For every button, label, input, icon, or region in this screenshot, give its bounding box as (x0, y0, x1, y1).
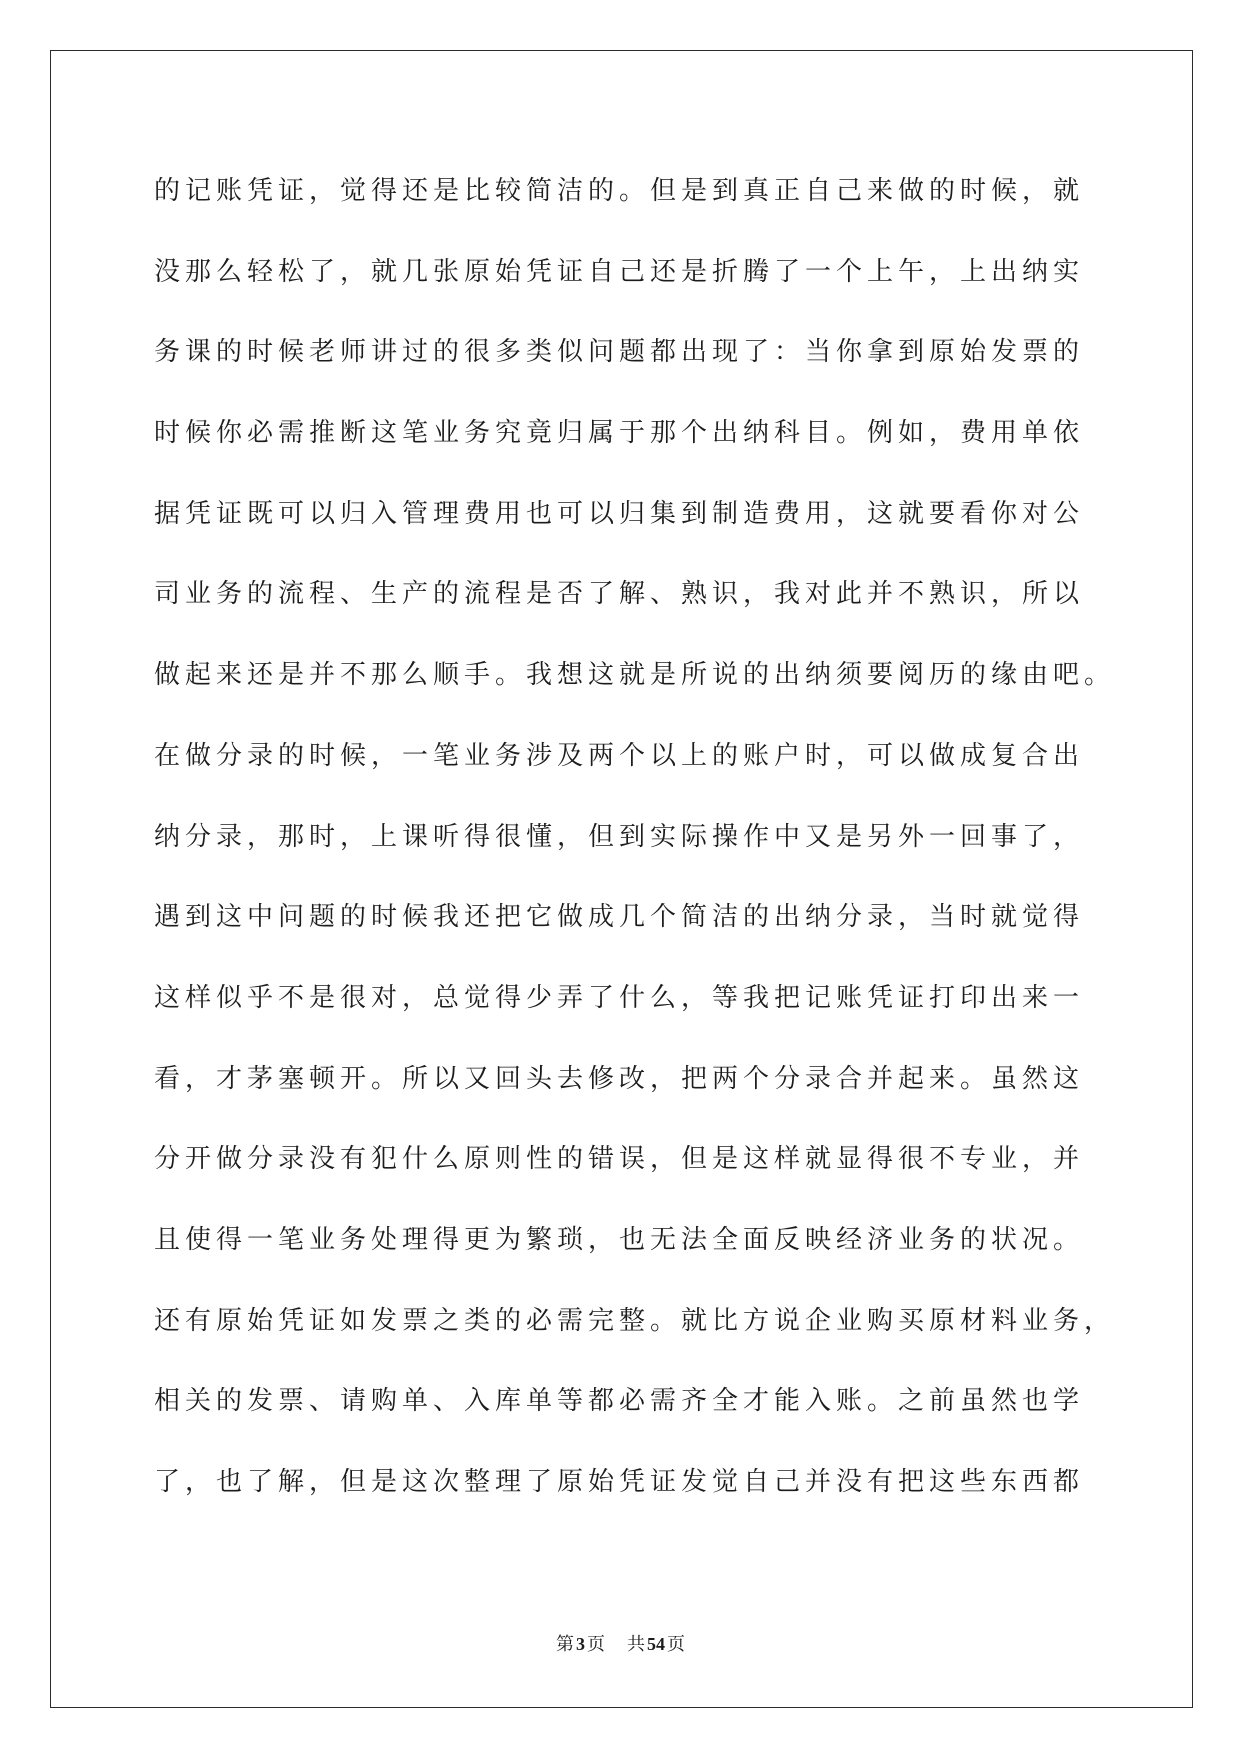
body-text-line: 相关的发票、请购单、入库单等都必需齐全才能入账。之前虽然也学 (154, 1386, 1085, 1417)
body-text-line: 这样似乎不是很对，总觉得少弄了什么，等我把记账凭证打印出来一 (154, 982, 1085, 1013)
body-text-line: 遇到这中问题的时候我还把它做成几个简洁的出纳分录，当时就觉得 (154, 902, 1085, 933)
body-text-line: 在做分录的时候，一笔业务涉及两个以上的账户时，可以做成复合出 (154, 740, 1085, 771)
page-number-prefix: 第 (556, 1634, 574, 1654)
body-text-line: 的记账凭证，觉得还是比较简洁的。但是到真正自己来做的时候，就 (154, 176, 1085, 206)
body-text-line: 做起来还是并不那么顺手。我想这就是所说的出纳须要阅历的缘由吧。 (154, 660, 1116, 691)
page-total-suffix: 页 (667, 1634, 685, 1654)
body-text (154, 151, 1174, 1523)
body-text-line: 纳分录，那时，上课听得很懂，但到实际操作中又是另外一回事了， (154, 821, 1085, 852)
body-text-line: 务课的时候老师讲过的很多类似问题都出现了：当你拿到原始发票的 (154, 337, 1085, 368)
body-text-line: 时候你必需推断这笔业务究竟归属于那个出纳科目。例如，费用单依 (154, 418, 1085, 449)
page-footer (0, 1632, 1241, 1656)
page-number-current: 3 (576, 1634, 585, 1654)
page-total-prefix: 共 (627, 1634, 645, 1654)
body-text-line: 还有原始凭证如发票之类的必需完整。就比方说企业购买原材料业务， (154, 1305, 1116, 1336)
body-text-line: 司业务的流程、生产的流程是否了解、熟识，我对此并不熟识，所以 (154, 579, 1085, 610)
body-text-line: 没那么轻松了，就几张原始凭证自己还是折腾了一个上午，上出纳实 (154, 256, 1085, 287)
body-text-line: 据凭证既可以归入管理费用也可以归集到制造费用，这就要看你对公 (154, 498, 1085, 529)
body-text-line: 分开做分录没有犯什么原则性的错误，但是这样就显得很不专业，并 (154, 1144, 1085, 1175)
body-text-line: 了，也了解，但是这次整理了原始凭证发觉自己并没有把这些东西都 (154, 1467, 1085, 1497)
page-number-total: 54 (647, 1634, 665, 1654)
body-text-line: 看，才茅塞顿开。所以又回头去修改，把两个分录合并起来。虽然这 (154, 1063, 1085, 1094)
body-text-line: 且使得一笔业务处理得更为繁琐，也无法全面反映经济业务的状况。 (154, 1224, 1085, 1255)
page-number-suffix: 页 (587, 1634, 605, 1654)
